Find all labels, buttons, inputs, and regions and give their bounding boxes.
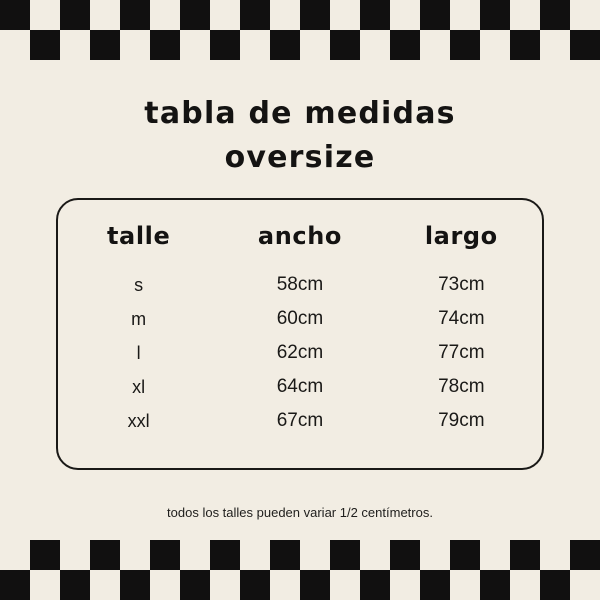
cell-ancho: 58cm <box>276 274 324 295</box>
checker-row-bottom-1 <box>0 540 600 570</box>
cell-largo: 78cm <box>438 376 485 397</box>
column-header-largo: largo <box>424 222 498 250</box>
page-title-line-1: tabla de medidas <box>144 96 456 131</box>
cell-ancho: 60cm <box>276 308 324 329</box>
measurements-table-card <box>56 198 544 470</box>
table-row <box>58 370 542 404</box>
cell-largo: 73cm <box>438 274 485 295</box>
checker-row-top-1 <box>0 0 600 30</box>
column-header-ancho: ancho <box>257 222 343 250</box>
table-row <box>58 336 542 370</box>
checker-row-bottom-2 <box>0 570 600 600</box>
table-row <box>58 302 542 336</box>
cell-talle: s <box>134 274 144 295</box>
page-title <box>0 92 600 180</box>
cell-talle: xxl <box>127 410 150 431</box>
table-row <box>58 268 542 302</box>
cell-largo: 77cm <box>438 342 485 363</box>
cell-largo: 74cm <box>438 308 485 329</box>
cell-talle: l <box>136 342 141 363</box>
checker-row-top-2 <box>0 30 600 60</box>
table-header-row <box>58 200 542 268</box>
cell-ancho: 64cm <box>276 376 324 397</box>
page-title-line-2: oversize <box>224 140 376 175</box>
cell-ancho: 62cm <box>276 342 324 363</box>
checkerboard-bottom-border <box>0 540 600 600</box>
cell-talle: m <box>131 308 147 329</box>
column-header-talle: talle <box>106 222 171 250</box>
checkerboard-top-border <box>0 0 600 60</box>
cell-largo: 79cm <box>438 410 485 431</box>
table-row <box>58 404 542 438</box>
cell-ancho: 67cm <box>276 410 324 431</box>
footnote-text: todos los talles pueden variar 1/2 centímetros. <box>167 505 433 520</box>
cell-talle: xl <box>132 376 146 397</box>
measurements-table <box>58 200 542 438</box>
